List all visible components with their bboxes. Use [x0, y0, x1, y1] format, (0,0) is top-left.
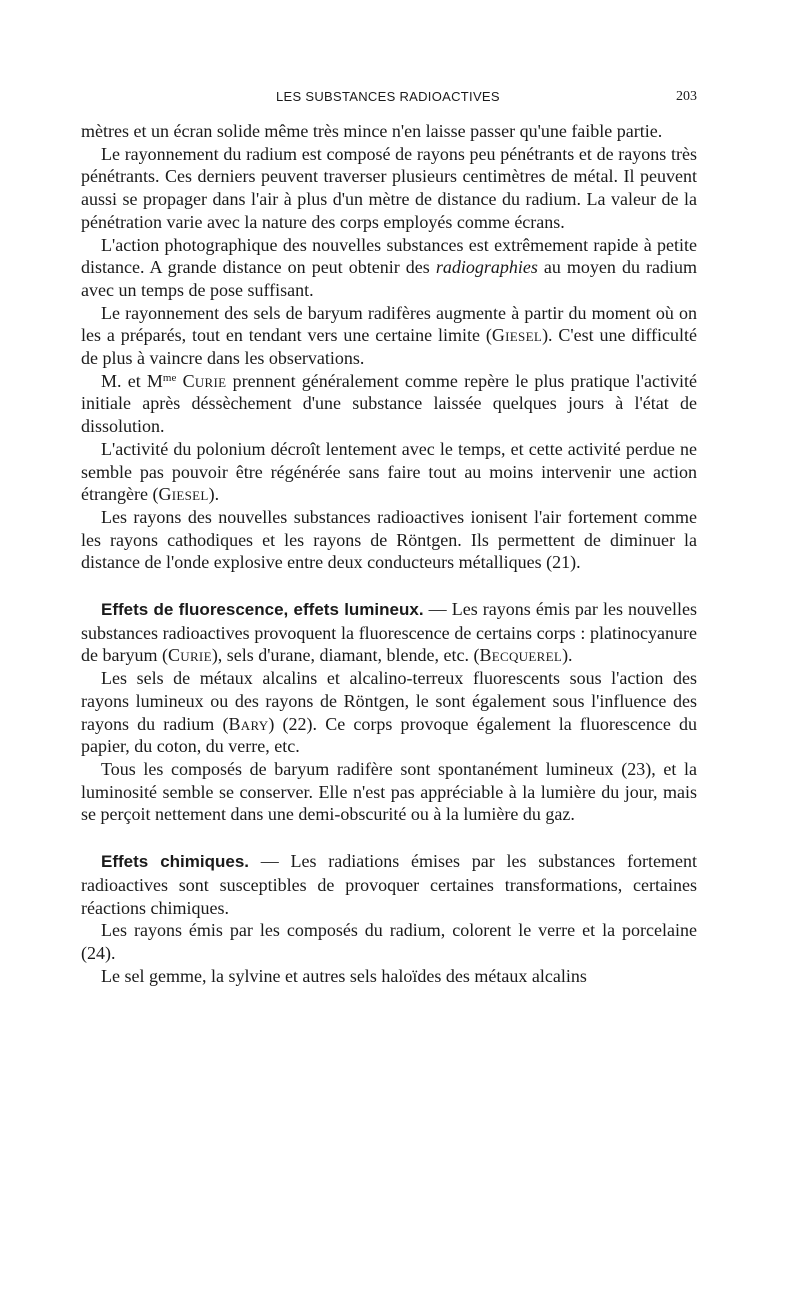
section-heading: Effets chimiques.: [101, 852, 250, 872]
running-head: [81, 84, 697, 106]
author-name: Bary: [228, 713, 269, 734]
paragraph-text: Les sels de métaux alcalins et alcalino-terreux fluorescents sous l'action des rayons lumineux ou des rayons de Röntgen, le sont également sous l'influence des rayons du radium (: [81, 668, 697, 734]
paragraph-text: ), sels d'urane, diamant, blende, etc. (: [211, 645, 480, 666]
paragraph-text: Le rayonnement des sels de baryum radifères augmente à partir du moment où on les a préparés, tout en tendant vers une certaine limite (: [81, 302, 697, 346]
paragraph-text: prennent généralement comme repère le plus pratique l'activité initiale après déssèchement d'une substance laissée quelques jours à l'état de dissolution.: [81, 370, 698, 437]
paragraph-text: mètres et un écran solide même très mince n'en laisse passer qu'une faible partie.: [81, 121, 663, 141]
paragraph-barium-salts: [81, 302, 697, 370]
paragraph-text: — Les rayons émis par les nouvelles substances radioactives provoquent la fluorescence de certains corps : platinocyanure de baryum (: [81, 599, 698, 666]
paragraph-text: Les rayons émis par les composés du radium, colorent le verre et la porcelaine (24).: [81, 920, 697, 963]
paragraph-text: L'action photographique des nouvelles substances est extrêmement rapide à petite distance. A grande distance on peut obtenir des: [81, 234, 697, 278]
paragraph-text: Tous les composés de baryum radifère sont spontanément lumineux (23), et la luminosité semble se conserver. Elle n'est pas appréciable à la lumière du jour, mais se perçoit nettement dans une demi-obscurité ou à la lumière du gaz.: [81, 758, 697, 825]
paragraph-text: ) (22). Ce corps provoque également la fluorescence du papier, du coton, du verre, etc.: [81, 713, 698, 757]
page-body: [81, 120, 697, 987]
paragraph-text: ).: [208, 484, 220, 505]
running-title: LES SUBSTANCES RADIOACTIVES: [276, 89, 500, 104]
paragraph-text: au moyen du radium avec un temps de pose suffisant.: [81, 257, 697, 300]
paragraph-text: Le sel gemme, la sylvine et autres sels haloïdes des métaux alcalins: [101, 965, 587, 986]
paragraph-continuation: [81, 120, 697, 143]
section-chemical-effects: [81, 850, 697, 919]
author-name: Becquerel: [479, 645, 563, 666]
superscript: me: [162, 371, 177, 384]
paragraph-rock-salt: [81, 965, 697, 988]
paragraph-photographic-action: [81, 234, 697, 302]
paragraph-text: ).: [562, 645, 573, 666]
paragraph-text: L'activité du polonium décroît lentement avec le temps, et cette activité perdue ne semble pas pouvoir être régénérée sans faire tout au moins intervenir une action étrangère (: [81, 438, 697, 505]
section-heading: Effets de fluorescence, effets lumineux.: [101, 600, 424, 620]
author-name: Giesel: [158, 484, 209, 505]
paragraph-polonium: [81, 438, 697, 506]
paragraph-curie-reference: [81, 370, 697, 438]
page-number: 203: [676, 89, 697, 104]
paragraph-text: M. et M: [101, 370, 163, 391]
paragraph-luminosity: [81, 758, 697, 826]
paragraph-text: Le rayonnement du radium est composé de rayons peu pénétrants et de rayons très pénétrants. Ces derniers peuvent traverser plusieurs centimètres de métal. Il peuvent aussi se propager dans l'air à plus d'un mètre de distance du radium. La valeur de la pénétration varie avec la nature des corps employés comme écrans.: [81, 143, 697, 232]
paragraph-glass-coloring: [81, 919, 697, 964]
paragraph-text: Les rayons des nouvelles substances radioactives ionisent l'air fortement comme les rayons cathodiques et les rayons de Röntgen. Ils permettent de diminuer la distance de l'onde explosive entre deux conducteurs métalliques (21).: [81, 506, 697, 573]
paragraph-text: ). C'est une difficulté de plus à vaincre dans les observations.: [81, 325, 697, 369]
paragraph-radium-rays: [81, 143, 697, 234]
author-name: Curie: [167, 645, 212, 666]
italic-term: radiographies: [435, 257, 538, 278]
author-name: Giesel: [491, 325, 543, 346]
section-fluorescence: [81, 598, 697, 667]
paragraph-ionisation: [81, 506, 697, 574]
author-name: Curie: [182, 370, 227, 391]
paragraph-text: — Les radiations émises par les substances fortement radioactives sont susceptibles de provoquer certaines transformations, certaines réactions chimiques.: [81, 851, 697, 918]
paragraph-alkaline-salts: [81, 667, 697, 758]
